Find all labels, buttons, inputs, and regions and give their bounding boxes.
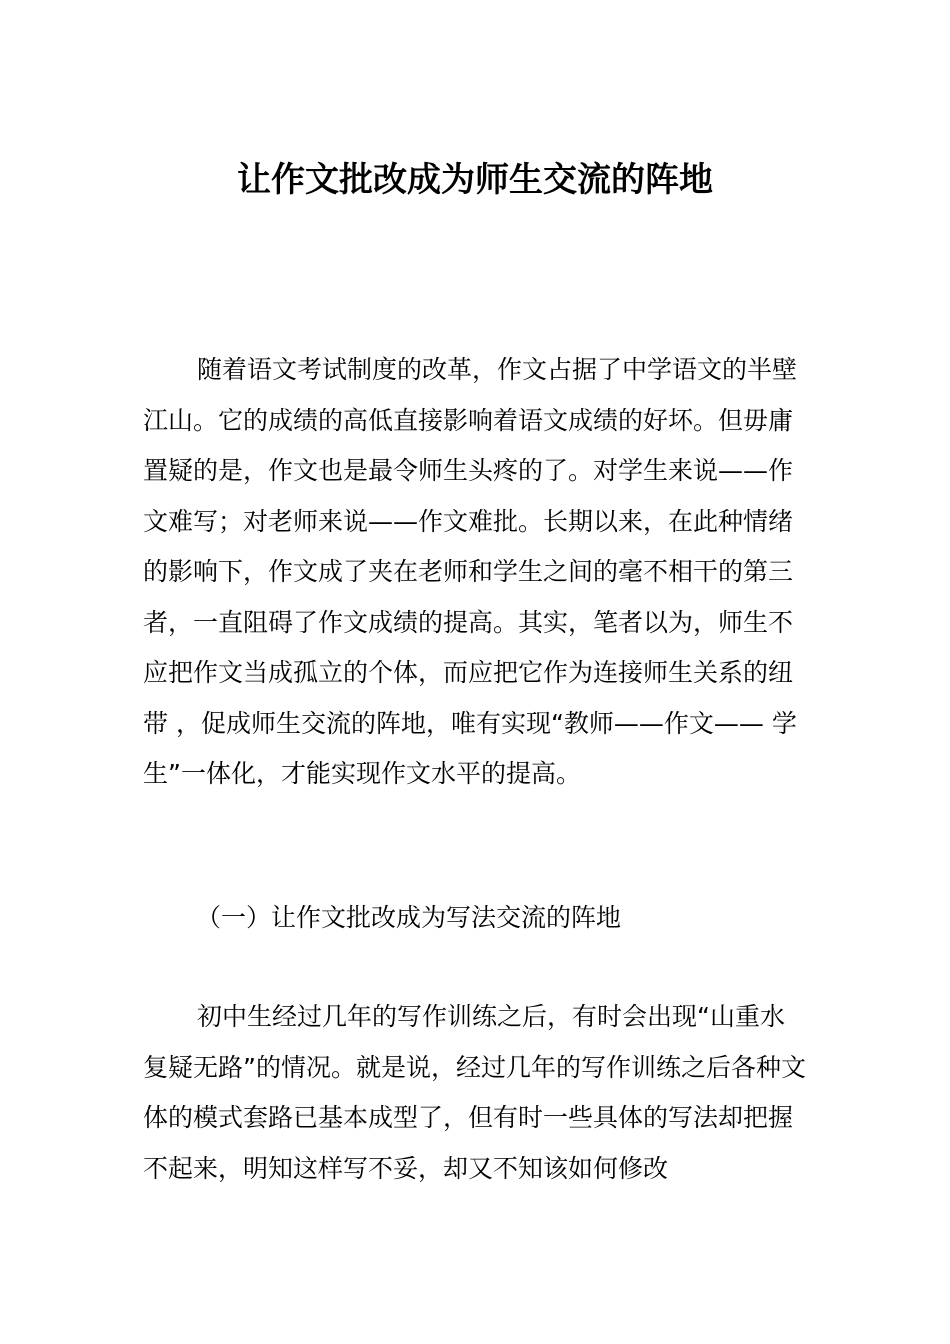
section-one-heading: （一）让作文批改成为写法交流的阵地 <box>196 903 622 932</box>
document-title: 让作文批改成为师生交流的阵地 <box>237 160 713 200</box>
section-one-paragraph: 初中生经过几年的写作训练之后，有时会出现“山重水复疑无路”的情况。就是说，经过几年的写作训练之后各种文体的模式套路已基本成型了，但有时一些具体的写法却把握不起来，明知这样写不妥，却又不知该如何修改 <box>143 1002 806 1183</box>
intro-paragraph: 随着语文考试制度的改革，作文占据了中学语文的半壁江山。它的成绩的高低直接影响着语文成绩的好坏。但毋庸置疑的是，作文也是最令师生头疼的了。对学生来说——作文难写；对老师来说——作文难批。长期以来，在此种情绪的影响下，作文成了夹在老师和学生之间的毫不相干的第三者，一直阻碍了作文成绩的提高。其实，笔者以为，师生不应把作文当成孤立的个体，而应把它作为连接师生关系的纽带 ，促成师生交流的阵地，唯有实现“教师——作文—— 学生”一体化，才能实现作文水平的提高。 <box>143 355 798 788</box>
